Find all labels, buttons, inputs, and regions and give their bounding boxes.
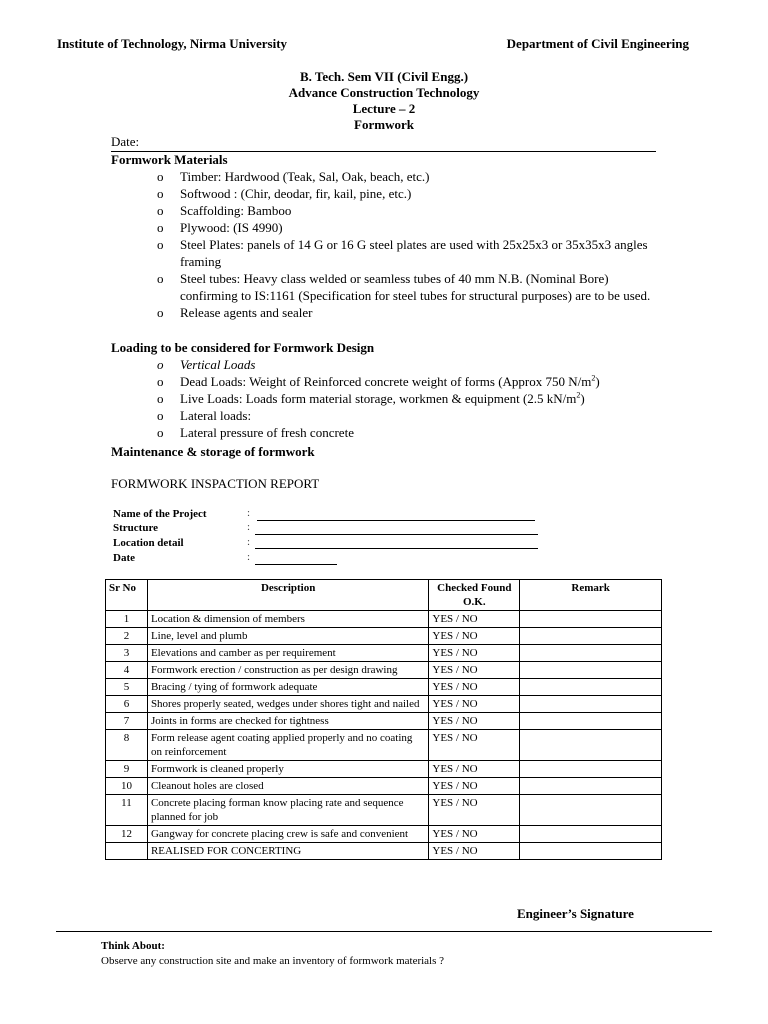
field-structure-line[interactable]: [255, 534, 538, 535]
field-colon: :: [247, 536, 251, 548]
col-checked: Checked Found O.K.: [429, 580, 520, 611]
engineer-signature: Engineer’s Signature: [517, 906, 634, 921]
loading-list: [157, 356, 660, 441]
list-item: o Lateral loads:: [157, 407, 660, 424]
row-remark[interactable]: [520, 662, 662, 679]
row-check[interactable]: YES / NO: [429, 611, 520, 628]
row-remark[interactable]: [520, 730, 662, 761]
row-check[interactable]: YES / NO: [429, 795, 520, 826]
row-sr: [106, 843, 148, 860]
row-check[interactable]: YES / NO: [429, 662, 520, 679]
materials-heading: Formwork Materials: [111, 152, 228, 167]
field-date-label: Date: [113, 552, 135, 564]
row-desc: Elevations and camber as per requirement: [147, 645, 428, 662]
title-course-line: B. Tech. Sem VII (Civil Engg.): [299, 69, 469, 84]
title-topic: Formwork: [354, 117, 414, 132]
list-item: o Plywood: (IS 4990): [157, 219, 660, 236]
row-sr: 7: [106, 713, 148, 730]
row-desc: Formwork is cleaned properly: [147, 761, 428, 778]
col-description: Description: [147, 580, 428, 611]
row-desc: Line, level and plumb: [147, 628, 428, 645]
list-item: o Timber: Hardwood (Teak, Sal, Oak, beach, etc.): [157, 168, 660, 185]
table-row: [106, 713, 662, 730]
list-item: o Softwood : (Chir, deodar, fir, kail, pine, etc.): [157, 185, 660, 202]
row-check[interactable]: YES / NO: [429, 826, 520, 843]
row-remark[interactable]: [520, 778, 662, 795]
inspection-table: [105, 579, 662, 860]
field-project-label: Name of the Project: [113, 508, 207, 520]
dead-load-close: ): [595, 374, 600, 389]
dead-load-sup: 2: [591, 373, 596, 383]
list-item: o Steel tubes: Heavy class welded or seamless tubes of 40 mm N.B. (Nominal Bore) confirming to IS:1161 (Specification for steel tubes for structural purposes) are to be used.: [157, 270, 660, 304]
row-desc: REALISED FOR CONCERTING: [147, 843, 428, 860]
dead-load-text: Dead Loads: Weight of Reinforced concrete weight of forms (Approx 750 N/m: [180, 374, 592, 389]
list-item: o Steel Plates: panels of 14 G or 16 G steel plates are used with 25x25x3 or 35x35x3 angles framing: [157, 236, 660, 270]
table-header-row: [106, 580, 662, 611]
field-location-line[interactable]: [255, 548, 538, 549]
field-colon: :: [247, 507, 251, 519]
table-row: [106, 679, 662, 696]
footer-divider: [56, 931, 712, 932]
col-sr-no: Sr No: [106, 580, 148, 611]
row-check[interactable]: YES / NO: [429, 679, 520, 696]
list-item: [157, 390, 660, 407]
title-lecture: Lecture – 2: [352, 101, 416, 116]
row-check[interactable]: YES / NO: [429, 713, 520, 730]
field-structure-label: Structure: [113, 522, 159, 534]
table-row: [106, 843, 662, 860]
row-sr: 6: [106, 696, 148, 713]
row-sr: 8: [106, 730, 148, 761]
row-desc: Location & dimension of members: [147, 611, 428, 628]
date-line: [111, 134, 656, 152]
row-sr: 9: [106, 761, 148, 778]
table-row: [106, 611, 662, 628]
field-location-label: Location detail: [113, 537, 184, 549]
row-sr: 12: [106, 826, 148, 843]
header-institute: Institute of Technology, Nirma University: [57, 36, 288, 51]
row-sr: 3: [106, 645, 148, 662]
row-sr: 5: [106, 679, 148, 696]
row-remark[interactable]: [520, 761, 662, 778]
report-title: FORMWORK INSPACTION REPORT: [111, 476, 320, 491]
row-remark[interactable]: [520, 611, 662, 628]
row-remark[interactable]: [520, 696, 662, 713]
table-row: [106, 778, 662, 795]
list-item: o Scaffolding: Bamboo: [157, 202, 660, 219]
field-date-line[interactable]: [255, 564, 337, 565]
row-sr: 1: [106, 611, 148, 628]
row-remark[interactable]: [520, 713, 662, 730]
field-colon: :: [247, 551, 251, 563]
title-block: [0, 69, 768, 133]
live-load-close: ): [580, 391, 585, 406]
row-remark[interactable]: [520, 628, 662, 645]
table-row: [106, 826, 662, 843]
list-item: o Lateral pressure of fresh concrete: [157, 424, 660, 441]
title-subject: Advance Construction Technology: [288, 85, 480, 100]
row-desc: Gangway for concrete placing crew is safe and convenient: [147, 826, 428, 843]
loading-heading: Loading to be considered for Formwork Design: [111, 340, 375, 355]
field-project-line[interactable]: [257, 520, 535, 521]
date-label: Date:: [111, 134, 140, 149]
table-row: [106, 645, 662, 662]
live-load-sup: 2: [576, 390, 581, 400]
list-item: o Vertical Loads: [157, 356, 660, 373]
table-row: [106, 662, 662, 679]
table-row: [106, 696, 662, 713]
row-check[interactable]: YES / NO: [429, 628, 520, 645]
row-check[interactable]: YES / NO: [429, 778, 520, 795]
table-row: [106, 628, 662, 645]
think-about-title: Think About:: [101, 940, 165, 952]
row-check[interactable]: YES / NO: [429, 761, 520, 778]
row-sr: 10: [106, 778, 148, 795]
list-item: [157, 373, 660, 390]
header-department: Department of Civil Engineering: [506, 36, 689, 51]
row-desc: Form release agent coating applied properly and no coating on reinforcement: [147, 730, 428, 761]
row-desc: Joints in forms are checked for tightness: [147, 713, 428, 730]
table-row: [106, 795, 662, 826]
list-item: o Release agents and sealer: [157, 304, 660, 321]
think-about-body: Observe any construction site and make an inventory of formwork materials ?: [101, 955, 445, 967]
row-desc: Bracing / tying of formwork adequate: [147, 679, 428, 696]
row-check[interactable]: YES / NO: [429, 645, 520, 662]
row-desc: Concrete placing forman know placing rate and sequence planned for job: [147, 795, 428, 826]
table-row: [106, 761, 662, 778]
row-desc: Cleanout holes are closed: [147, 778, 428, 795]
row-sr: 4: [106, 662, 148, 679]
maintenance-heading: Maintenance & storage of formwork: [111, 444, 315, 459]
row-sr: 2: [106, 628, 148, 645]
row-desc: Formwork erection / construction as per design drawing: [147, 662, 428, 679]
materials-list: [157, 168, 660, 321]
row-check[interactable]: YES / NO: [429, 730, 520, 761]
row-remark[interactable]: [520, 843, 662, 860]
row-desc: Shores properly seated, wedges under shores tight and nailed: [147, 696, 428, 713]
row-check[interactable]: YES / NO: [429, 696, 520, 713]
row-remark[interactable]: [520, 679, 662, 696]
row-check[interactable]: YES / NO: [429, 843, 520, 860]
live-load-text: Live Loads: Loads form material storage, workmen & equipment (2.5 kN/m: [180, 391, 577, 406]
table-row: [106, 730, 662, 761]
col-remark: Remark: [520, 580, 662, 611]
row-remark[interactable]: [520, 645, 662, 662]
row-remark[interactable]: [520, 795, 662, 826]
row-remark[interactable]: [520, 826, 662, 843]
row-sr: 11: [106, 795, 148, 826]
field-colon: :: [247, 521, 251, 533]
